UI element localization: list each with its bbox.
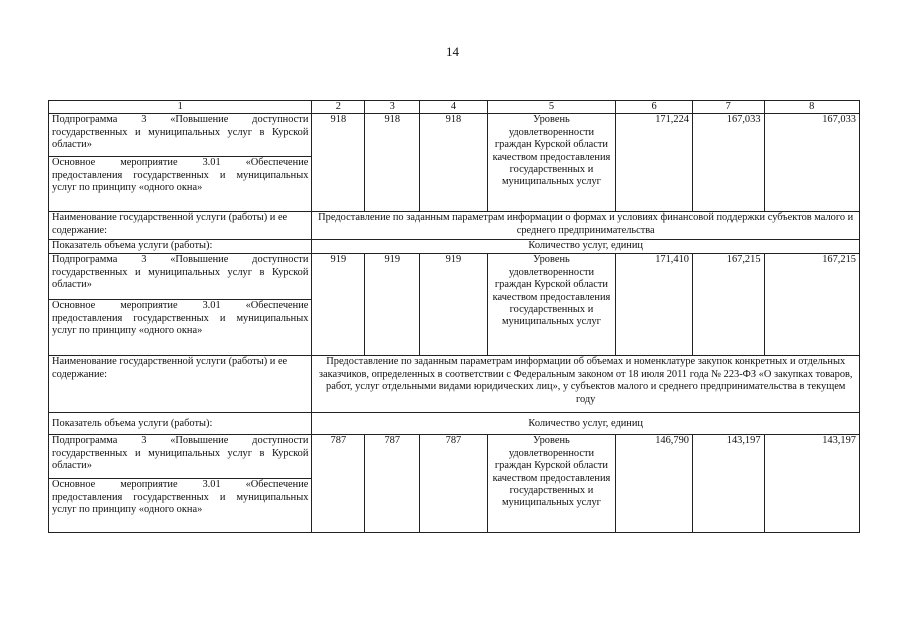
table-row <box>49 114 860 157</box>
value-cell: 143,197 <box>764 435 859 533</box>
subprogram-cell: Подпрограмма 3 «Повышение доступности государственных и муниципальных услуг в Курской области» <box>49 435 312 479</box>
value-cell: 167,215 <box>764 254 859 356</box>
header-col-6: 6 <box>616 101 693 114</box>
event-cell: Основное мероприятие 3.01 «Обеспечение предоставления государственных и муниципальных услуг по принципу «одного окна» <box>49 157 312 212</box>
header-col-8: 8 <box>764 101 859 114</box>
indicator-cell: Уровень удовлетворенности граждан Курской области качеством предоставления государственных и муниципальных услуг <box>487 435 616 533</box>
header-col-3: 3 <box>365 101 420 114</box>
value-cell: 146,790 <box>616 435 693 533</box>
service-row <box>49 212 860 240</box>
value-cell: 918 <box>312 114 365 212</box>
table-row <box>49 435 860 479</box>
service-description: Предоставление по заданным параметрам информации о формах и условиях финансовой поддержки субъектов малого и среднего предпринимательства <box>312 212 860 240</box>
header-row <box>49 101 860 114</box>
event-cell: Основное мероприятие 3.01 «Обеспечение предоставления государственных и муниципальных услуг по принципу «одного окна» <box>49 300 312 356</box>
volume-description: Количество услуг, единиц <box>312 413 860 435</box>
value-cell: 918 <box>365 114 420 212</box>
page-number: 14 <box>446 44 459 59</box>
service-label: Наименование государственной услуги (работы) и ее содержание: <box>49 356 312 413</box>
subprogram-cell: Подпрограмма 3 «Повышение доступности государственных и муниципальных услуг в Курской области» <box>49 254 312 300</box>
event-cell: Основное мероприятие 3.01 «Обеспечение предоставления государственных и муниципальных услуг по принципу «одного окна» <box>49 479 312 533</box>
value-cell: 171,224 <box>616 114 693 212</box>
header-col-2: 2 <box>312 101 365 114</box>
service-row <box>49 356 860 413</box>
header-col-7: 7 <box>692 101 764 114</box>
header-col-1: 1 <box>49 101 312 114</box>
service-description: Предоставление по заданным параметрам информации об объемах и номенклатуре закупок конкретных и отдельных заказчиков, определенных в соответствии с Федеральным законом от 18 июля 2011 года № 223-ФЗ «О закупках товаров, работ, услуг отдельными видами юридических лиц», у субъектов малого и среднего предпринимательства в текущем году <box>312 356 860 413</box>
subprogram-cell: Подпрограмма 3 «Повышение доступности государственных и муниципальных услуг в Курской области» <box>49 114 312 157</box>
value-cell: 918 <box>420 114 487 212</box>
header-col-4: 4 <box>420 101 487 114</box>
volume-description: Количество услуг, единиц <box>312 240 860 254</box>
value-cell: 167,033 <box>692 114 764 212</box>
value-cell: 167,033 <box>764 114 859 212</box>
value-cell: 919 <box>312 254 365 356</box>
volume-label: Показатель объема услуги (работы): <box>49 240 312 254</box>
indicator-cell: Уровень удовлетворенности граждан Курской области качеством предоставления государственных и муниципальных услуг <box>487 114 616 212</box>
value-cell: 167,215 <box>692 254 764 356</box>
indicators-table <box>48 100 860 533</box>
value-cell: 787 <box>365 435 420 533</box>
volume-row <box>49 240 860 254</box>
value-cell: 171,410 <box>616 254 693 356</box>
header-col-5: 5 <box>487 101 616 114</box>
indicator-cell: Уровень удовлетворенности граждан Курской области качеством предоставления государственных и муниципальных услуг <box>487 254 616 356</box>
value-cell: 919 <box>420 254 487 356</box>
volume-row <box>49 413 860 435</box>
value-cell: 143,197 <box>692 435 764 533</box>
table-row <box>49 254 860 300</box>
volume-label: Показатель объема услуги (работы): <box>49 413 312 435</box>
value-cell: 919 <box>365 254 420 356</box>
value-cell: 787 <box>312 435 365 533</box>
value-cell: 787 <box>420 435 487 533</box>
service-label: Наименование государственной услуги (работы) и ее содержание: <box>49 212 312 240</box>
